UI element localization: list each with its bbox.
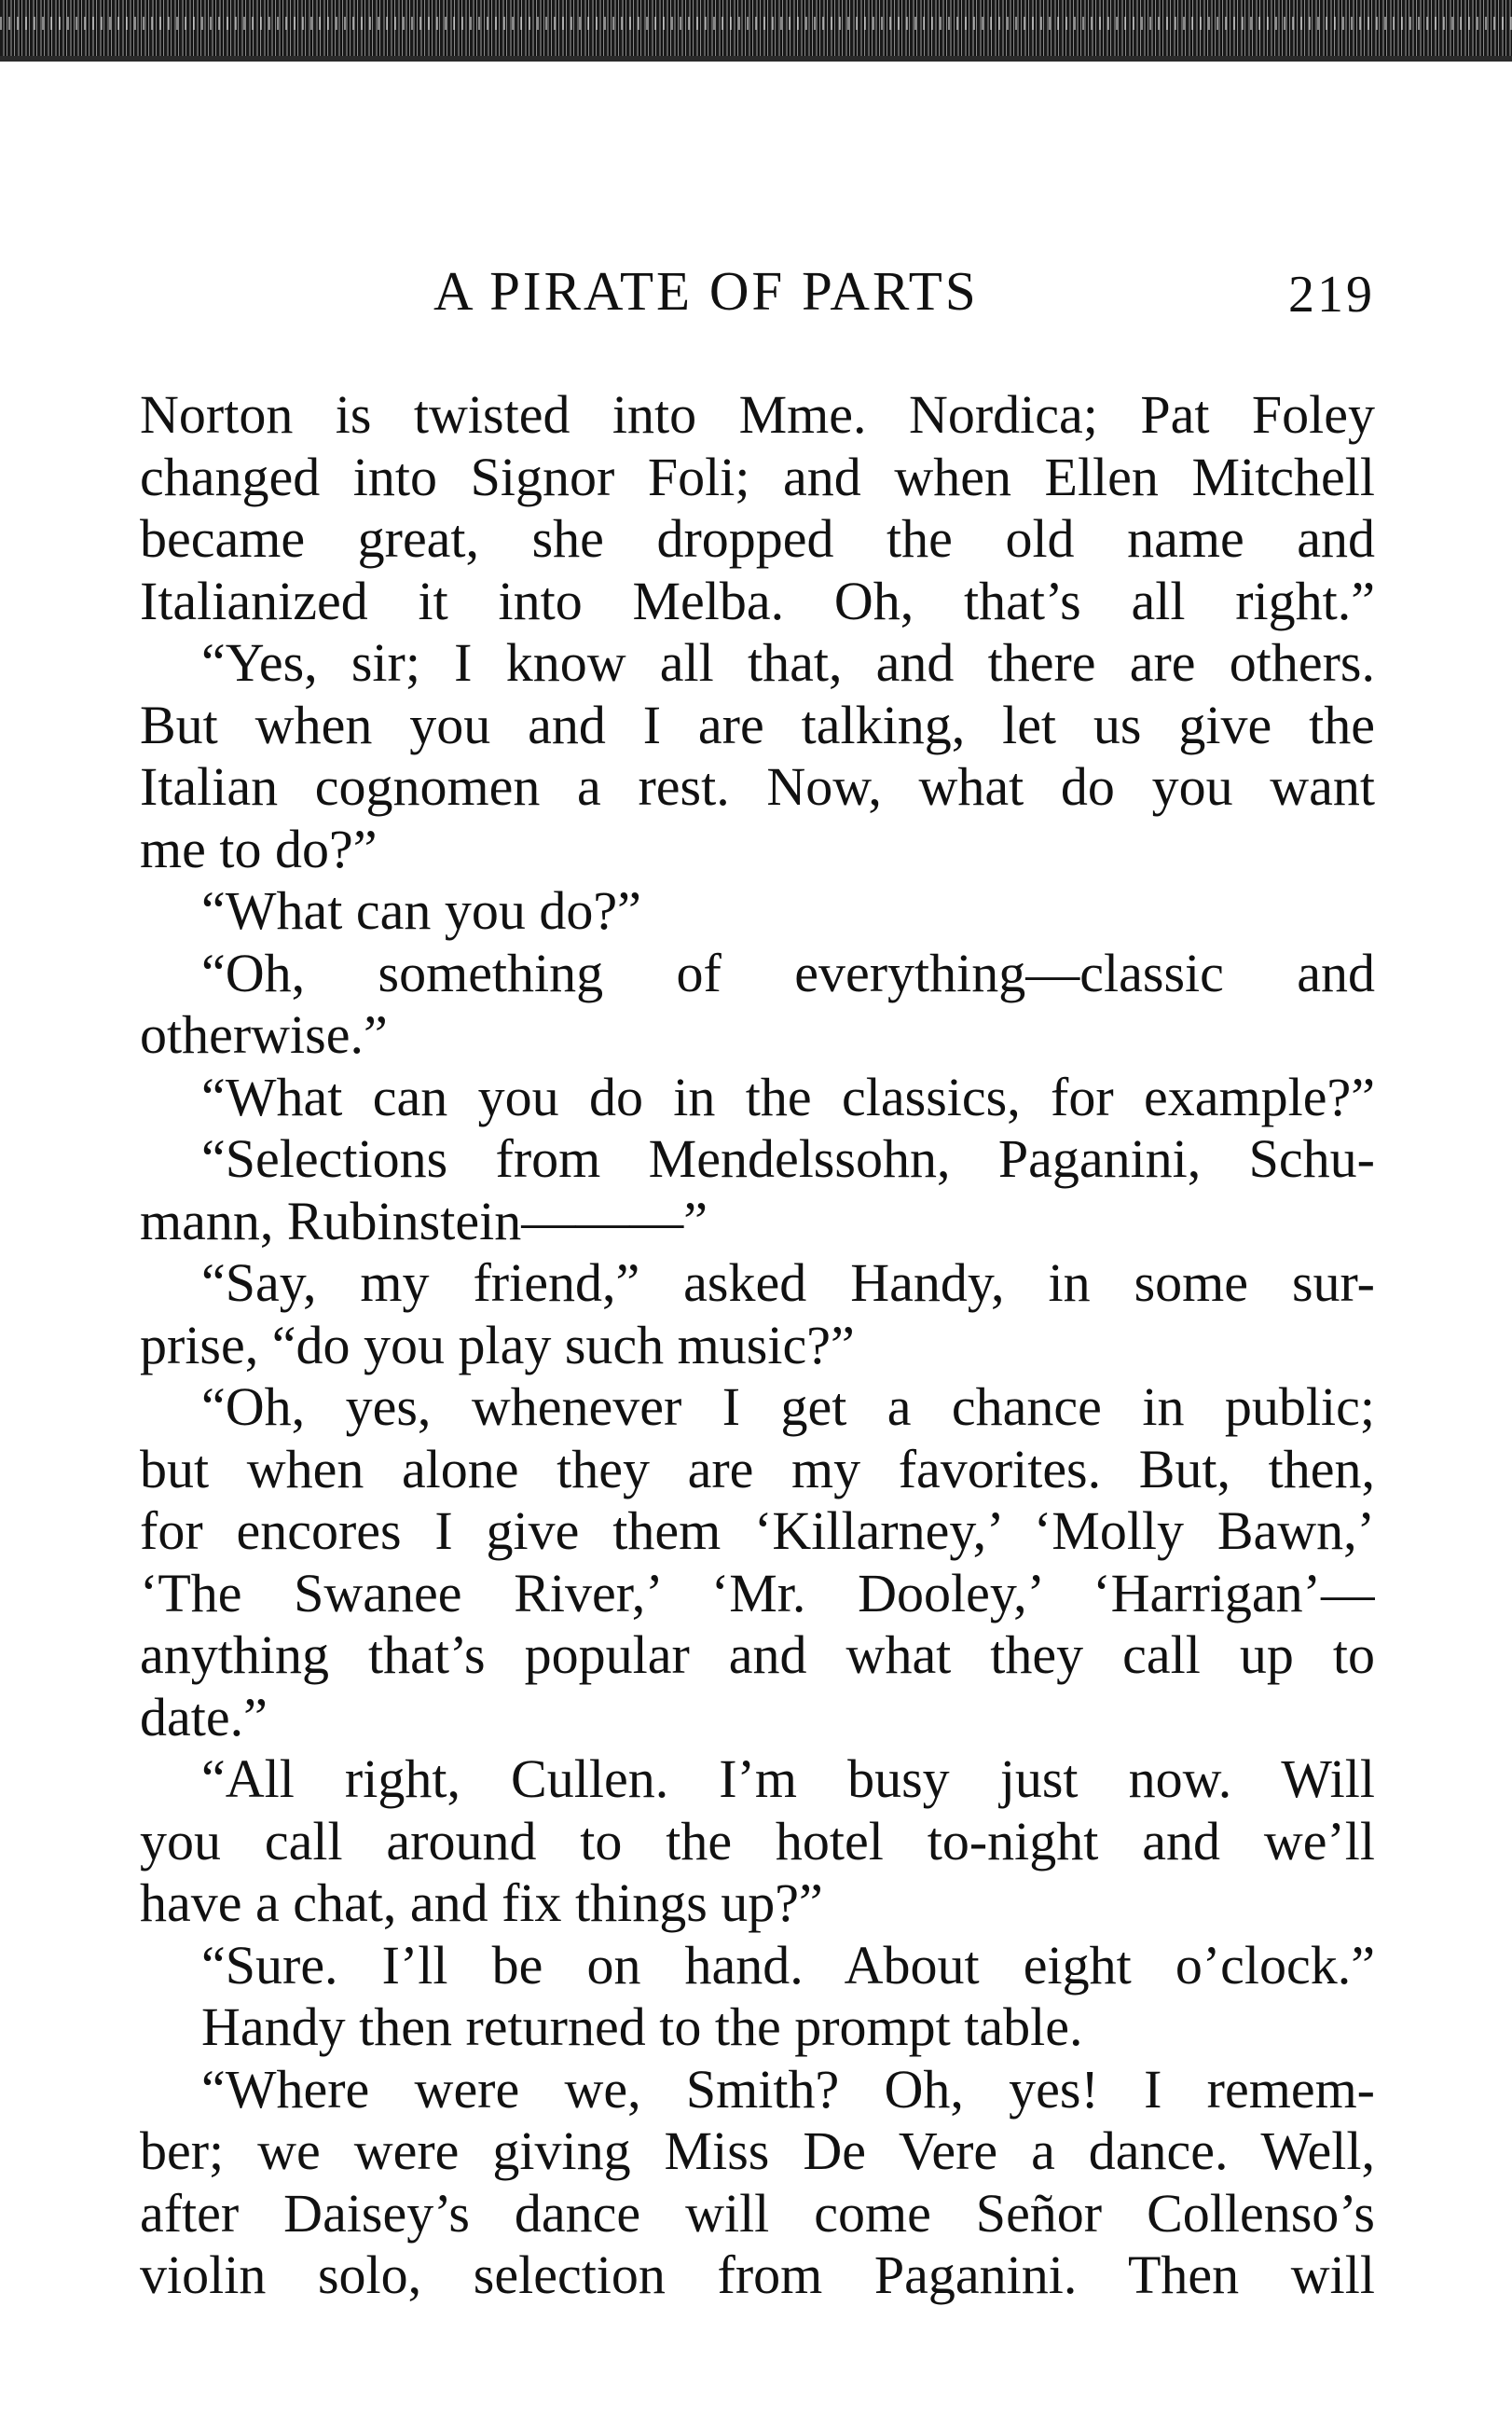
text-line: have a chat, and fix things up?” [140, 1872, 823, 1933]
text-line: “Sure. I’ll be on hand. About eight o’clock.” [201, 1934, 1375, 1996]
text-line: mann, Rubinstein———” [140, 1190, 708, 1251]
text-line: “Say, my friend,” asked Handy, in some sur- [201, 1252, 1375, 1313]
running-head [140, 259, 1375, 334]
text-line: became great, she dropped the old name and [140, 508, 1375, 569]
text-line: “Oh, something of everything—classic and [201, 942, 1375, 1003]
text-line: you call around to the hotel to-night and we’ll [140, 1810, 1375, 1871]
running-title: A PIRATE OF PARTS [433, 260, 979, 322]
text-line: changed into Signor Foli; and when Ellen Mitchell [140, 446, 1375, 507]
text-line: “Yes, sir; I know all that, and there are others. [201, 632, 1375, 693]
page-number: 219 [1288, 266, 1375, 324]
text-line: “All right, Cullen. I’m busy just now. Will [201, 1748, 1375, 1809]
text-line: “What can you do?” [201, 880, 641, 941]
text-line: But when you and I are talking, let us give the [140, 694, 1375, 755]
text-line: violin solo, selection from Paganini. Then will [140, 2244, 1375, 2305]
text-line: “Oh, yes, whenever I get a chance in public; [201, 1376, 1375, 1437]
text-line: otherwise.” [140, 1004, 388, 1065]
text-line: prise, “do you play such music?” [140, 1314, 855, 1375]
text-line: date.” [140, 1686, 268, 1747]
scan-edge-artifact [0, 0, 1512, 62]
text-line: ‘The Swanee River,’ ‘Mr. Dooley,’ ‘Harrigan’— [140, 1562, 1375, 1623]
text-line: anything that’s popular and what they call up to [140, 1624, 1375, 1685]
text-line: for encores I give them ‘Killarney,’ ‘Molly Bawn,’ [140, 1500, 1375, 1561]
text-line: but when alone they are my favorites. But, then, [140, 1438, 1375, 1499]
text-line: “Where were we, Smith? Oh, yes! I remem- [201, 2058, 1375, 2120]
text-line: “What can you do in the classics, for example?” [201, 1066, 1375, 1127]
text-line: after Daisey’s dance will come Señor Collenso’s [140, 2182, 1375, 2244]
text-line: Italian cognomen a rest. Now, what do you want [140, 756, 1375, 817]
text-line: Handy then returned to the prompt table. [201, 1996, 1083, 2057]
text-line: “Selections from Mendelssohn, Paganini, Schu- [201, 1128, 1375, 1189]
text-line: Italianized it into Melba. Oh, that’s all right.” [140, 570, 1375, 631]
body-text [140, 384, 1375, 2307]
text-line: Norton is twisted into Mme. Nordica; Pat Foley [140, 384, 1375, 445]
text-line: me to do?” [140, 818, 378, 879]
text-line: ber; we were giving Miss De Vere a dance. Well, [140, 2120, 1375, 2181]
